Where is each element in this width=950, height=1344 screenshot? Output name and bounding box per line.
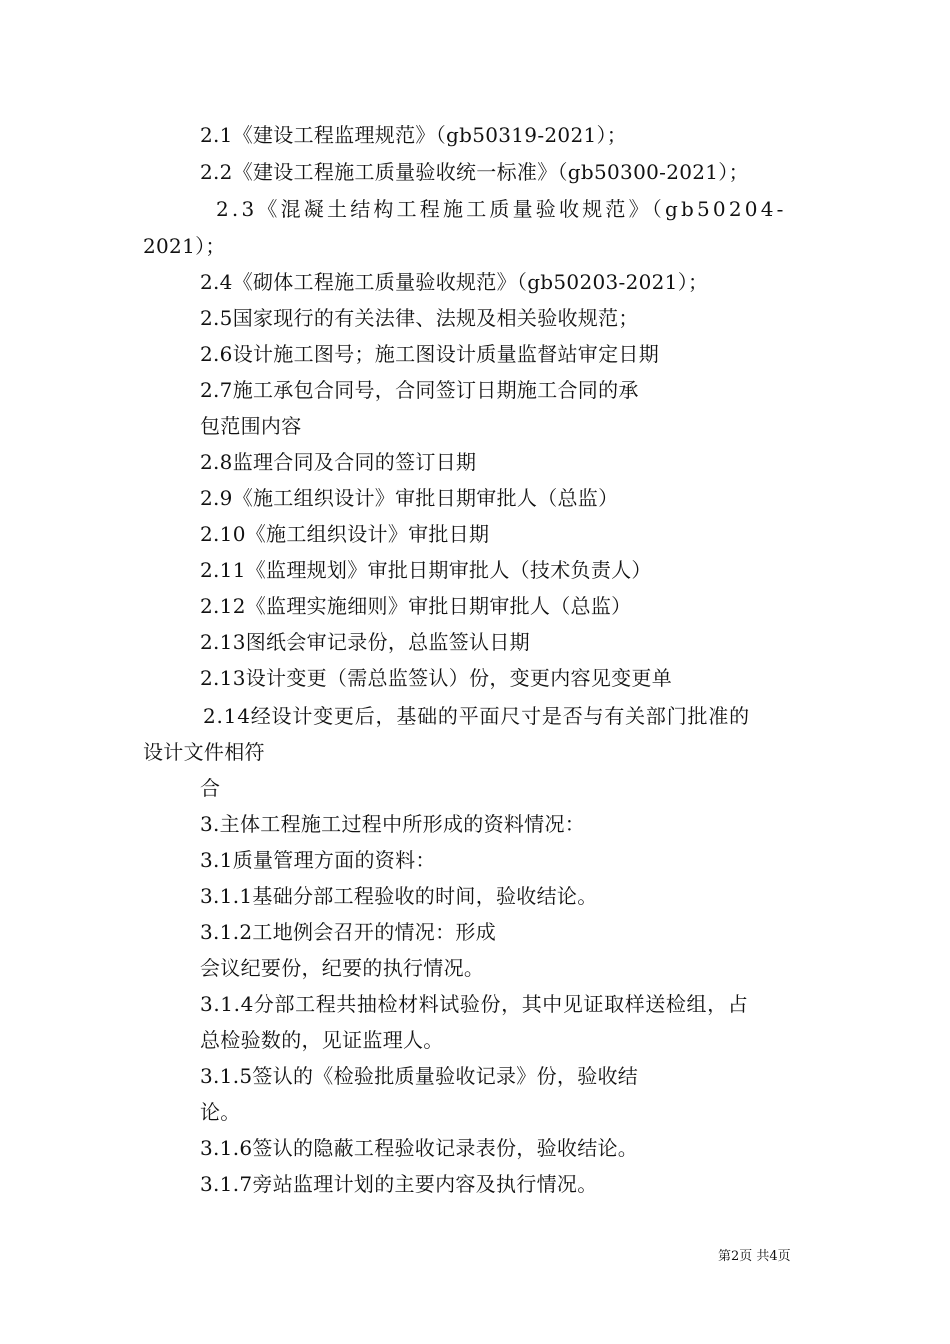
text-line: 2.11《监理规划》审批日期审批人（技术负责人） — [200, 558, 652, 582]
page-number: 第2页 共4页 — [718, 1249, 791, 1264]
text-line: 2.6设计施工图号；施工图设计质量监督站审定日期 — [200, 342, 660, 366]
text-line: 2.3《混凝土结构工程施工质量验收规范》（gb50204- — [216, 197, 787, 221]
text-line: 3.1质量管理方面的资料： — [200, 848, 436, 872]
text-line: 2.1《建设工程监理规范》（gb50319-2021）； — [200, 123, 628, 147]
text-line: 2.5国家现行的有关法律、法规及相关验收规范； — [200, 306, 639, 330]
text-line: 3.1.5签认的《检验批质量验收记录》份，验收结 — [200, 1064, 639, 1088]
text-line: 2.4《砌体工程施工质量验收规范》（gb50203-2021）； — [200, 270, 709, 294]
text-line: 包范围内容 — [200, 414, 302, 438]
text-line: 2.10《施工组织设计》审批日期 — [200, 522, 490, 546]
text-line: 合 — [200, 776, 221, 800]
text-line: 3.1.4分部工程共抽检材料试验份，其中见证取样送检组，占 — [200, 992, 749, 1016]
text-line: 2.12《监理实施细则》审批日期审批人（总监） — [200, 594, 632, 618]
text-line: 3.1.6签认的隐蔽工程验收记录表份，验收结论。 — [200, 1136, 639, 1160]
text-line: 2.13图纸会审记录份，总监签认日期 — [200, 630, 530, 654]
text-line: 3.主体工程施工过程中所形成的资料情况： — [200, 812, 586, 836]
text-line: 3.1.2工地例会召开的情况：形成 — [200, 920, 496, 944]
text-line: 论。 — [200, 1100, 241, 1124]
text-line: 设计文件相符 — [143, 740, 265, 764]
text-line: 3.1.7旁站监理计划的主要内容及执行情况。 — [200, 1172, 598, 1196]
text-line: 2.8监理合同及合同的签订日期 — [200, 450, 477, 474]
text-line: 2.2《建设工程施工质量验收统一标准》（gb50300-2021）； — [200, 160, 749, 184]
text-line: 会议纪要份，纪要的执行情况。 — [200, 956, 485, 980]
text-line: 2.14经设计变更后，基础的平面尺寸是否与有关部门批准的 — [203, 704, 750, 728]
text-line: 2.9《施工组织设计》审批日期审批人（总监） — [200, 486, 619, 510]
text-line: 3.1.1基础分部工程验收的时间，验收结论。 — [200, 884, 598, 908]
text-line: 2021）； — [143, 234, 226, 258]
text-line: 2.7施工承包合同号，合同签订日期施工合同的承 — [200, 378, 639, 402]
text-line: 2.13设计变更（需总监签认）份，变更内容见变更单 — [200, 666, 673, 690]
text-line: 总检验数的，见证监理人。 — [200, 1028, 444, 1052]
